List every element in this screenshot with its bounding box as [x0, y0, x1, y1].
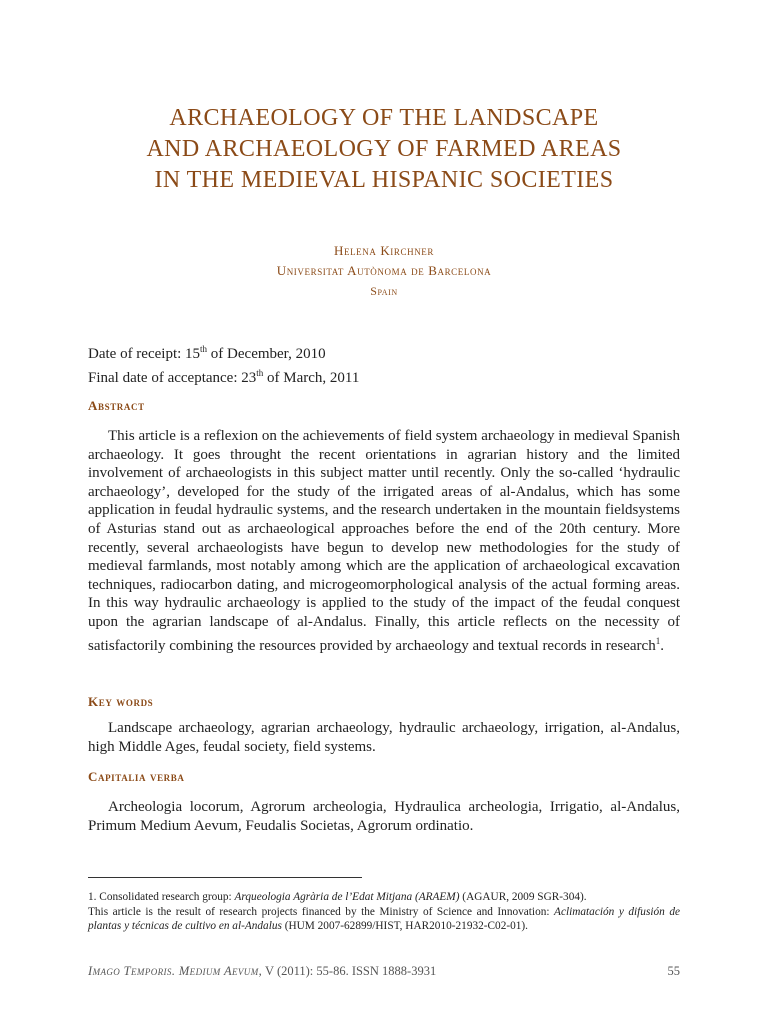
capitalia-heading: Capitalia verba [88, 769, 185, 784]
journal-citation: V (2011): 55-86. ISSN 1888-3931 [262, 964, 437, 978]
author-name: Helena Kirchner [333, 243, 435, 258]
acceptance-date [88, 364, 359, 388]
footnote [88, 890, 680, 934]
page-number: 55 [667, 964, 680, 978]
capitalia-text: Archeologia locorum, Agrorum archeologia, Hydraulica archeologia, Irrigatio, al-Andalus, Primum Medium Aevum, Feudalis Societas, Agrorum ordinatio. [88, 799, 680, 834]
dates-block [88, 340, 359, 388]
title-line-3: IN THE MEDIEVAL HISPANIC SOCIETIES [154, 167, 614, 193]
footnote-p1: 1. Consolidated research group: [88, 891, 235, 903]
footnote-p2-end: (HUM 2007-62899/HIST, HAR2010-21932-C02-01). [281, 920, 529, 933]
keywords-heading: Key words [88, 694, 154, 709]
footnote-p1-italic: Arqueologia Agrària de l’Edat Mitjana (ARAEM) [234, 891, 460, 903]
footnote-p1-end: (AGAUR, 2009 SGR-304). [459, 891, 587, 903]
abstract-text [88, 427, 680, 655]
footnote-p2: This article is the result of research projects financed by the Ministry of Science and Innovation: [88, 905, 555, 918]
acceptance-date-sup: th [256, 368, 264, 378]
receipt-date [88, 340, 359, 364]
abstract-body: This article is a reflexion on the achievements of field system archaeology in medieval Spanish archaeology. It goes throught the recent orientations in agrarian history and the limited involvement of archaeologists in this subject matter until recently. Only the so-called ‘hydraulic archaeology’, developed for the study of the irrigated areas of al-Andalus, which has some application in feudal hydraulic systems, and the research undertaken in the mountain fieldsystems of Asturias stand out as archaeological approaches before the end of the 20th century. More recently, several archaeologists have begun to develop new methodologies for the study of medieval farmlands, most notably among which are the application of archaeological excavation techniques, radiocarbon dating, and microgeomorphological analysis of the actual forming areas. In this way hydraulic archaeology is applied to the study of the impact of the feudal conquest upon the agrarian landscape of al-Andalus. Finally, this article reflects on the necessity of satisfactorily combining the resources provided by archaeology and textual records in research [88, 428, 680, 654]
author-affiliation: Universitat Autònoma de Barcelona [276, 263, 492, 278]
footnote-p2-italic: Aclimatación y difusión de plantas y técnicas de cultivo en al-Andalus [88, 905, 680, 933]
journal-name: Imago Temporis. Medium Aevum, [88, 964, 263, 978]
footnote-line-1 [88, 890, 680, 905]
receipt-date-sup: th [200, 344, 208, 354]
footnote-mark[interactable]: 1 [655, 635, 661, 646]
abstract-end: . [660, 637, 664, 654]
acceptance-date-prefix: Final date of acceptance: 23 [88, 370, 257, 386]
abstract-heading: Abstract [88, 398, 145, 413]
receipt-date-suffix: of December, 2010 [207, 346, 326, 362]
title-line-1: ARCHAEOLOGY OF THE LANDSCAPE [169, 105, 599, 131]
author-block [0, 241, 768, 301]
page-footer [88, 964, 680, 979]
footnote-line-2 [88, 905, 680, 934]
keywords-text: Landscape archaeology, agrarian archaeology, hydraulic archaeology, irrigation, al-Andalus, high Middle Ages, feudal society, field systems. [88, 720, 680, 755]
receipt-date-prefix: Date of receipt: 15 [88, 346, 201, 362]
author-country: Spain [370, 284, 398, 298]
footnote-divider [88, 877, 362, 878]
title-line-2: AND ARCHAEOLOGY OF FARMED AREAS [146, 136, 622, 162]
article-title [0, 103, 768, 196]
acceptance-date-suffix: of March, 2011 [263, 370, 360, 386]
